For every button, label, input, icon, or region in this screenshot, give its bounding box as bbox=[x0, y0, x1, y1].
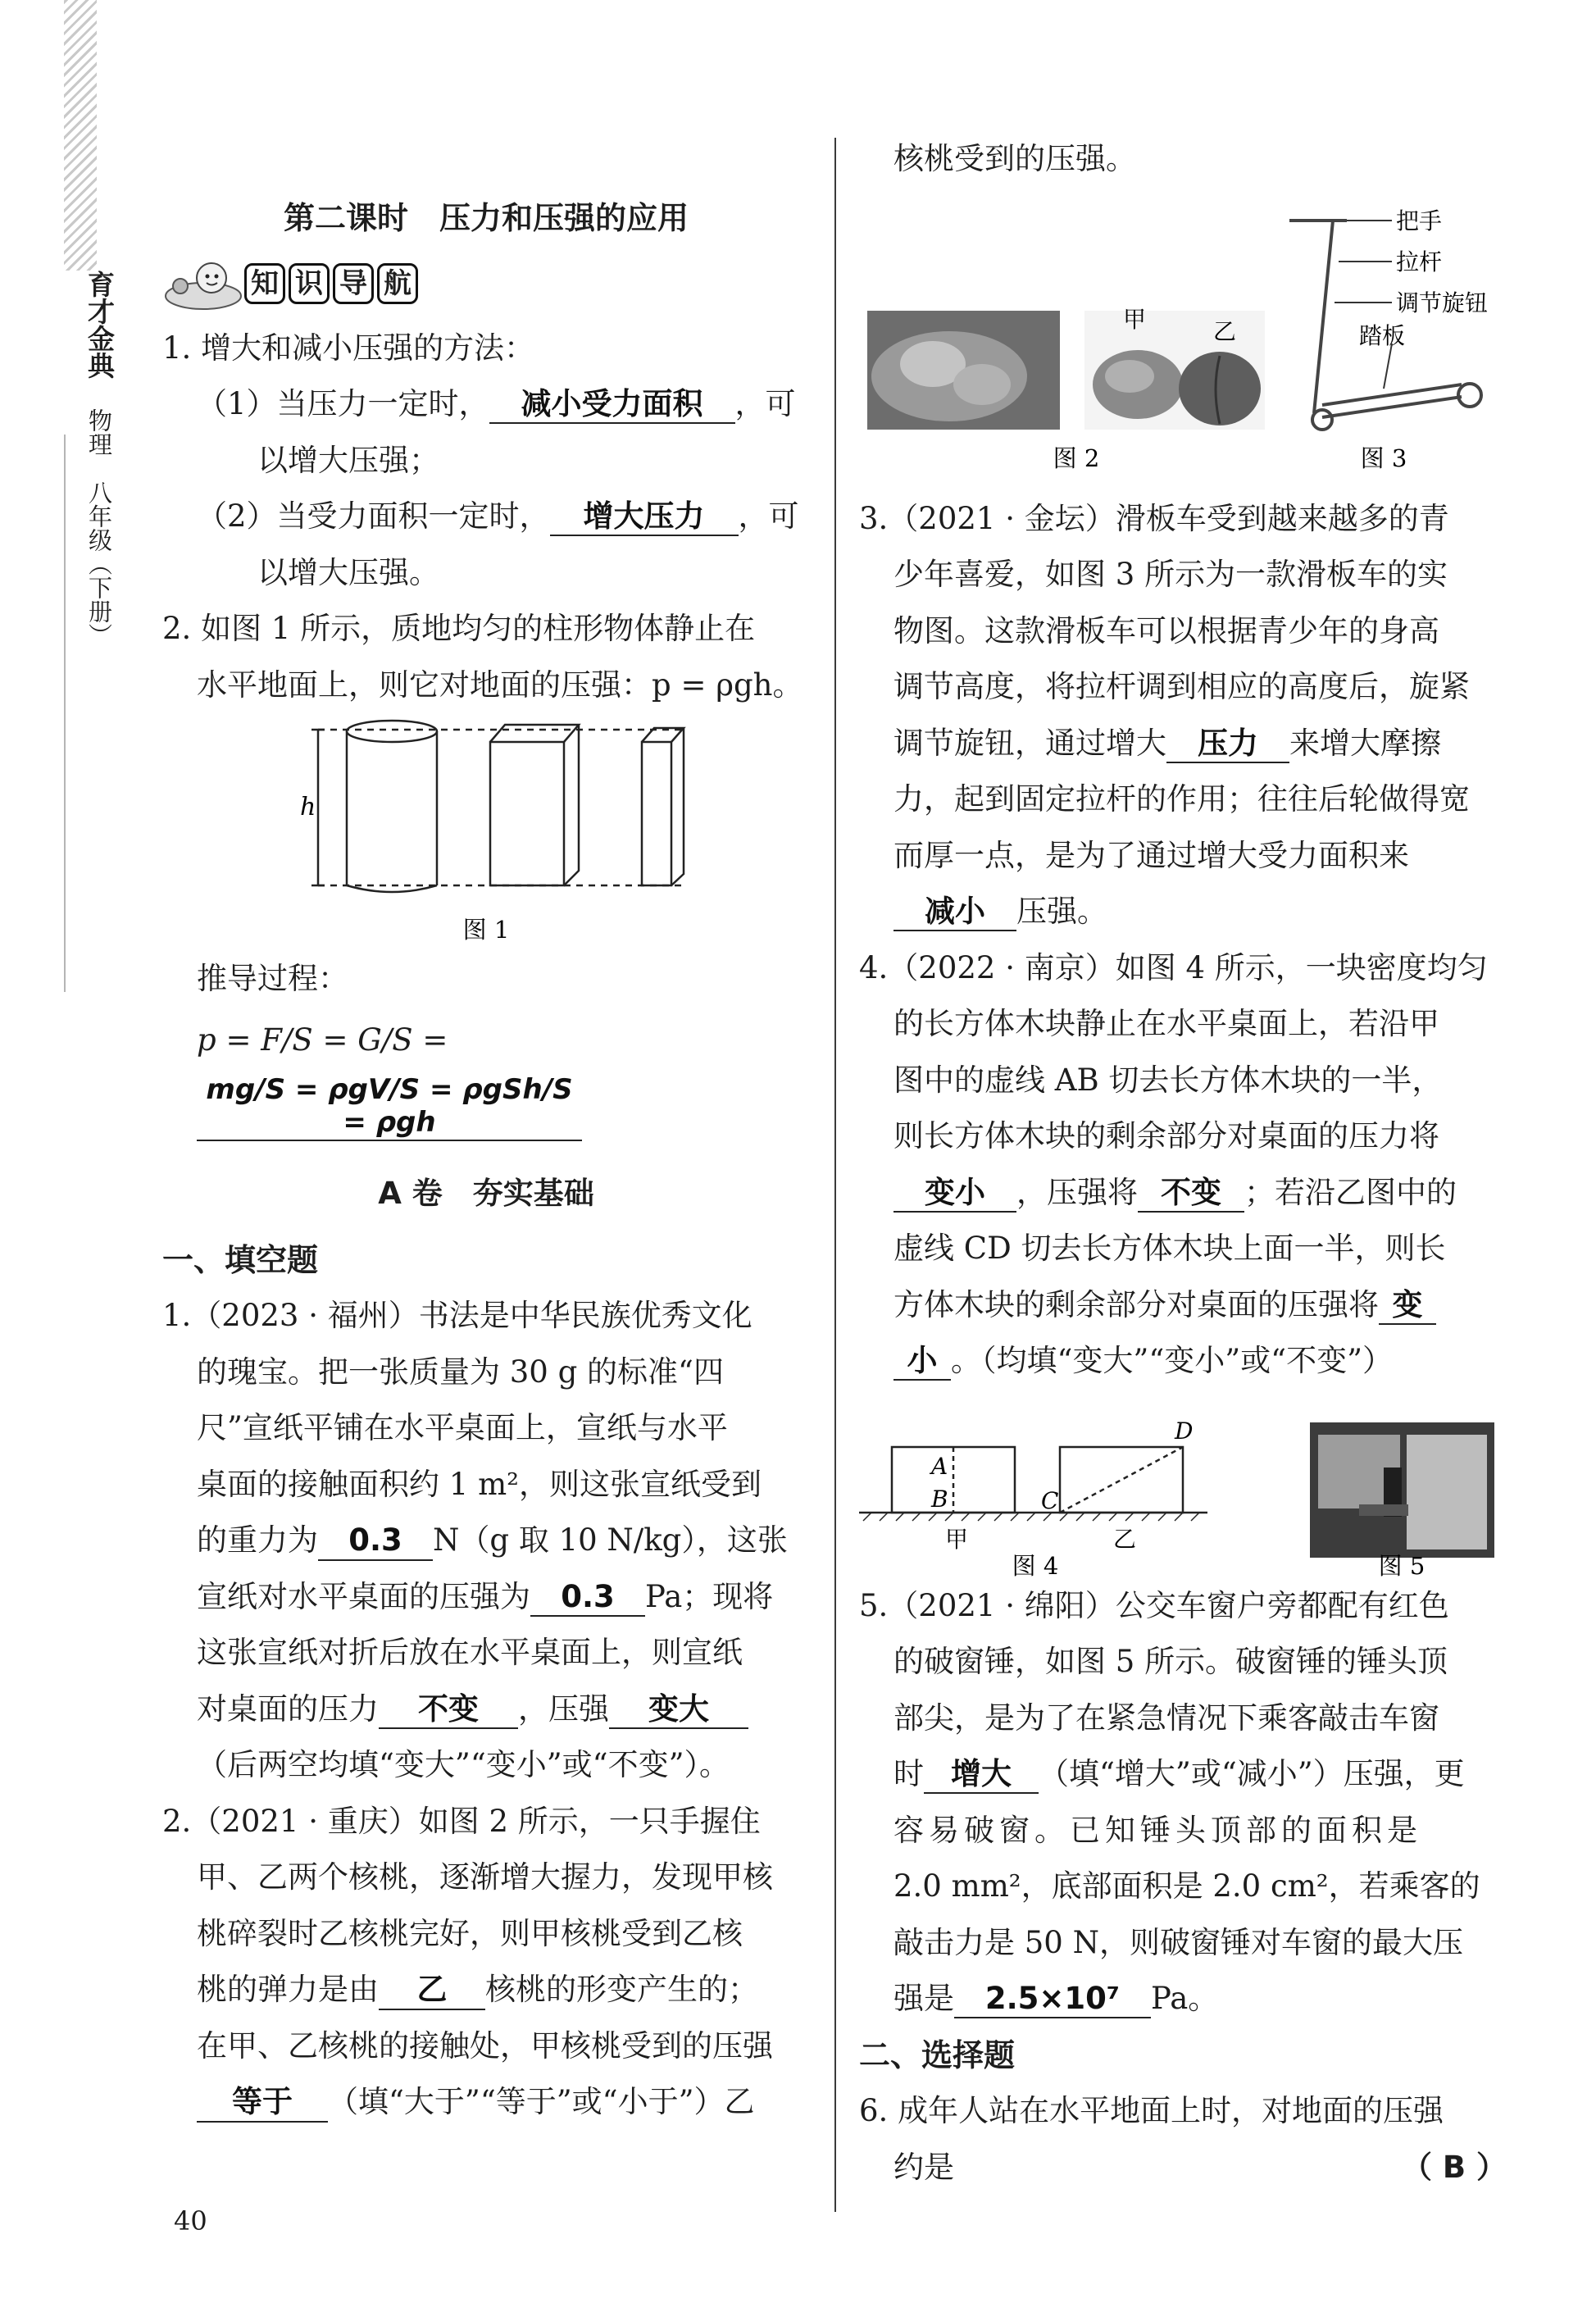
q4-answer-3a: 变 bbox=[1379, 1287, 1436, 1325]
q2-answer-1: 乙 bbox=[379, 1972, 485, 2009]
q3-answer-1: 压力 bbox=[1166, 726, 1289, 763]
fig5-caption: 图 5 bbox=[1378, 1551, 1425, 1578]
k2-line2: 水平地面上，则它对地面的压强：p = ρgh。 bbox=[197, 667, 803, 703]
q5-l1: 5.（2021 · 绵阳）公交车窗户旁都配有红色 bbox=[859, 1587, 1449, 1623]
q2-l5: 在甲、乙核桃的接触处，甲核桃受到的压强 bbox=[197, 2027, 773, 2064]
fig4-C: C bbox=[1041, 1486, 1059, 1514]
q1-l7: 这张宣纸对折后放在水平桌面上，则宣纸 bbox=[197, 1635, 743, 1671]
q3-l7: 而厚一点，是为了通过增大受力面积来 bbox=[893, 837, 1409, 873]
fig2-yi: 乙 bbox=[1213, 317, 1237, 345]
q5-l4-pre: 时 bbox=[893, 1756, 924, 1791]
q1-l4: 桌面的接触面积约 1 m²，则这张宣纸受到 bbox=[197, 1466, 762, 1502]
k1-a-cont: 以增大压强； bbox=[257, 442, 439, 478]
right-column bbox=[859, 131, 1507, 2196]
q1-l6 bbox=[162, 1569, 810, 1626]
spine bbox=[79, 271, 120, 647]
column-divider bbox=[834, 138, 836, 2212]
q5-l6: 2.0 mm²，底部面积是 2.0 cm²，若乘客的 bbox=[893, 1868, 1480, 1904]
q2-l4-pre: 桃的弹力是由 bbox=[197, 1972, 379, 2008]
q4-l4: 则长方体木块的剩余部分对桌面的压力将 bbox=[893, 1118, 1439, 1154]
nav-char-3: 导 bbox=[333, 263, 374, 304]
fig3-label-rod: 拉杆 bbox=[1396, 248, 1443, 275]
mascot-icon bbox=[162, 255, 244, 312]
q3-l4: 调节高度，将拉杆调到相应的高度后，旋紧 bbox=[893, 669, 1470, 704]
fig3-caption: 图 3 bbox=[1360, 444, 1407, 472]
spine-subject: 物理 bbox=[85, 408, 113, 456]
k1-b-post: ，可 bbox=[738, 498, 799, 534]
q5-l8-post: Pa。 bbox=[1151, 1981, 1219, 2016]
q4-answer-3b: 小 bbox=[893, 1343, 951, 1381]
q5-l2: 的破窗锤，如图 5 所示。破窗锤的锤头顶 bbox=[893, 1644, 1448, 1679]
k1-b-answer: 增大压力 bbox=[550, 498, 739, 536]
q5-l4-post: （填“增大”或“减小”）压强，更 bbox=[1039, 1756, 1465, 1791]
q5-l8 bbox=[859, 1971, 1507, 2027]
q3-l5 bbox=[859, 716, 1507, 772]
fig4-D: D bbox=[1175, 1417, 1194, 1445]
q1-answer-2: 0.3 bbox=[530, 1579, 645, 1617]
q3-l2: 少年喜爱，如图 3 所示为一款滑板车的实 bbox=[893, 557, 1448, 592]
q1-l3: 尺”宣纸平铺在水平桌面上，宣纸与水平 bbox=[197, 1410, 728, 1446]
q1-l5-pre: 的重力为 bbox=[197, 1522, 318, 1559]
knowledge-nav bbox=[162, 247, 810, 321]
q3-l8 bbox=[859, 884, 1507, 940]
q4-l2: 的长方体木块静止在水平桌面上，若沿甲 bbox=[893, 1006, 1439, 1041]
q5-l5: 容易破窗。已知锤头顶部的面积是 bbox=[893, 1812, 1422, 1848]
q1-l8 bbox=[162, 1681, 810, 1738]
q2-l4-post: 核桃的形变产生的； bbox=[485, 1972, 758, 2008]
fig4-caption: 图 4 bbox=[1012, 1551, 1059, 1578]
fig4-B: B bbox=[931, 1485, 948, 1513]
spine-brand: 育才金典 bbox=[84, 271, 116, 379]
q6-l1: 6. 成年人站在水平地面上时，对地面的压强 bbox=[859, 2093, 1444, 2128]
q4-answer-1: 变小 bbox=[893, 1175, 1016, 1213]
q4-l5-post: ；若沿乙图中的 bbox=[1244, 1174, 1457, 1210]
q4-l6: 虚线 CD 切去长方体木块上面一半，则长 bbox=[893, 1231, 1446, 1266]
q2-answer-2: 等于 bbox=[197, 2084, 328, 2122]
section-a-title: A 卷 夯实基础 bbox=[378, 1176, 594, 1212]
q2-l2: 甲、乙两个核桃，逐渐增大握力，发现甲核 bbox=[197, 1859, 773, 1895]
derivation-line bbox=[162, 1008, 810, 1155]
q4-l5-mid: ，压强将 bbox=[1016, 1174, 1138, 1210]
fig4-jia: 甲 bbox=[945, 1525, 969, 1553]
fig3-label-deck: 踏板 bbox=[1359, 321, 1406, 349]
k1-b-text: （2）当受力面积一定时， bbox=[197, 498, 550, 534]
q1-answer-3: 不变 bbox=[379, 1691, 518, 1729]
q1-answer-1: 0.3 bbox=[318, 1522, 433, 1560]
k1-a bbox=[162, 376, 810, 433]
figures-4-5 bbox=[859, 1390, 1507, 1578]
q3-l8-post: 压强。 bbox=[1016, 894, 1107, 929]
q3-l5-post: 来增大摩擦 bbox=[1289, 725, 1441, 761]
q2-l3: 桃碎裂时乙核桃完好，则甲核桃受到乙核 bbox=[197, 1915, 743, 1951]
page-number: 40 bbox=[174, 2205, 207, 2237]
derivation-lhs: p = F/S = G/S = bbox=[197, 1022, 448, 1058]
q1-l1: 1.（2023 · 福州）书法是中华民族优秀文化 bbox=[162, 1298, 753, 1334]
q3-l6: 力，起到固定拉杆的作用；往往后轮做得宽 bbox=[893, 781, 1470, 817]
q3-answer-2: 减小 bbox=[893, 894, 1016, 931]
q5-answer-1: 增大 bbox=[924, 1756, 1039, 1794]
q5-l3: 部尖，是为了在紧急情况下乘客敲击车窗 bbox=[893, 1700, 1439, 1736]
decorative-stripes bbox=[64, 0, 97, 271]
q1-l6-post: Pa；现将 bbox=[645, 1578, 774, 1614]
nav-char-1: 知 bbox=[244, 263, 285, 304]
fig4-A: A bbox=[931, 1452, 948, 1480]
fig4-yi: 乙 bbox=[1113, 1525, 1137, 1553]
spine-grade: 八年级（下册） bbox=[85, 480, 113, 647]
k1-a-post: ，可 bbox=[734, 386, 796, 421]
fig1-caption: 图 1 bbox=[462, 916, 510, 944]
heading-choice: 二、选择题 bbox=[859, 2036, 1016, 2073]
q4-l8 bbox=[859, 1333, 1507, 1390]
fig1-h-label: h bbox=[300, 793, 316, 821]
q4-l1: 4.（2022 · 南京）如图 4 所示，一块密度均匀 bbox=[859, 949, 1488, 985]
k2-line1: 2. 如图 1 所示，质地均匀的柱形物体静止在 bbox=[162, 611, 756, 646]
q6-l2-text: 约是 bbox=[893, 2149, 954, 2185]
q4-l7-pre: 方体木块的剩余部分对桌面的压强将 bbox=[893, 1286, 1379, 1322]
q2-l7: 核桃受到的压强。 bbox=[893, 141, 1136, 176]
q1-answer-4: 变大 bbox=[609, 1691, 748, 1729]
q2-l1: 2.（2021 · 重庆）如图 2 所示，一只手握住 bbox=[162, 1803, 761, 1839]
figure-1 bbox=[162, 713, 810, 951]
q4-l5 bbox=[859, 1165, 1507, 1222]
fig2-caption: 图 2 bbox=[1053, 444, 1100, 472]
spine-divider bbox=[64, 435, 66, 992]
q4-l7 bbox=[859, 1277, 1507, 1334]
q4-l8-post: 。（均填“变大”“变小”或“不变”） bbox=[951, 1343, 1393, 1378]
q6-l2 bbox=[859, 2140, 1507, 2196]
k1-a-answer: 减小受力面积 bbox=[489, 386, 735, 424]
k1-a-text: （1）当压力一定时， bbox=[197, 386, 489, 421]
nav-char-4: 航 bbox=[377, 263, 418, 304]
fig3-label-knob: 调节旋钮 bbox=[1396, 289, 1489, 316]
q2-l6 bbox=[162, 2074, 810, 2131]
derivation-answer: mg/S = ρgV/S = ρgSh/S = ρgh bbox=[197, 1073, 582, 1142]
heading-fill: 一、填空题 bbox=[162, 1241, 319, 1278]
q6-answer: （ B ） bbox=[1402, 2149, 1507, 2185]
q1-l6-pre: 宣纸对水平桌面的压强为 bbox=[197, 1578, 530, 1614]
q4-answer-2: 不变 bbox=[1138, 1175, 1244, 1213]
q2-l6-post: （填“大于”“等于”或“小于”）乙 bbox=[328, 2084, 755, 2120]
q1-l8-pre: 对桌面的压力 bbox=[197, 1691, 379, 1727]
q3-l5-pre: 调节旋钮，通过增大 bbox=[893, 725, 1166, 761]
nav-char-2: 识 bbox=[289, 263, 330, 304]
q1-l2: 的瑰宝。把一张质量为 30 g 的标准“四 bbox=[197, 1354, 724, 1390]
q1-l9: （后两空均填“变大”“变小”或“不变”）。 bbox=[197, 1747, 730, 1783]
k1-b-cont: 以增大压强。 bbox=[257, 554, 439, 590]
q5-l8-pre: 强是 bbox=[893, 1981, 954, 2016]
q3-l3: 物图。这款滑板车可以根据青少年的身高 bbox=[893, 612, 1439, 648]
q1-l5-post: N（g 取 10 N/kg），这张 bbox=[433, 1522, 788, 1559]
q4-l3: 图中的虚线 AB 切去长方体木块的一半， bbox=[893, 1062, 1443, 1098]
fig2-jia: 甲 bbox=[1123, 305, 1147, 333]
k1-b bbox=[162, 489, 810, 545]
q5-l4 bbox=[859, 1746, 1507, 1803]
figures-2-3 bbox=[859, 188, 1507, 491]
derivation-label: 推导过程： bbox=[197, 961, 348, 996]
q1-l5 bbox=[162, 1513, 810, 1569]
k1-head: 1. 增大和减小压强的方法： bbox=[162, 330, 535, 366]
q3-l1: 3.（2021 · 金坛）滑板车受到越来越多的青 bbox=[859, 500, 1449, 536]
q5-l7: 敲击力是 50 N，则破窗锤对车窗的最大压 bbox=[893, 1924, 1463, 1960]
q2-l4 bbox=[162, 1962, 810, 2018]
lesson-title: 第二课时 压力和压强的应用 bbox=[283, 200, 689, 236]
left-column bbox=[162, 190, 810, 2131]
q1-l8-mid: ，压强 bbox=[518, 1691, 609, 1727]
q5-answer-2: 2.5×10⁷ bbox=[954, 1981, 1151, 2018]
fig3-label-handle: 把手 bbox=[1396, 207, 1443, 234]
